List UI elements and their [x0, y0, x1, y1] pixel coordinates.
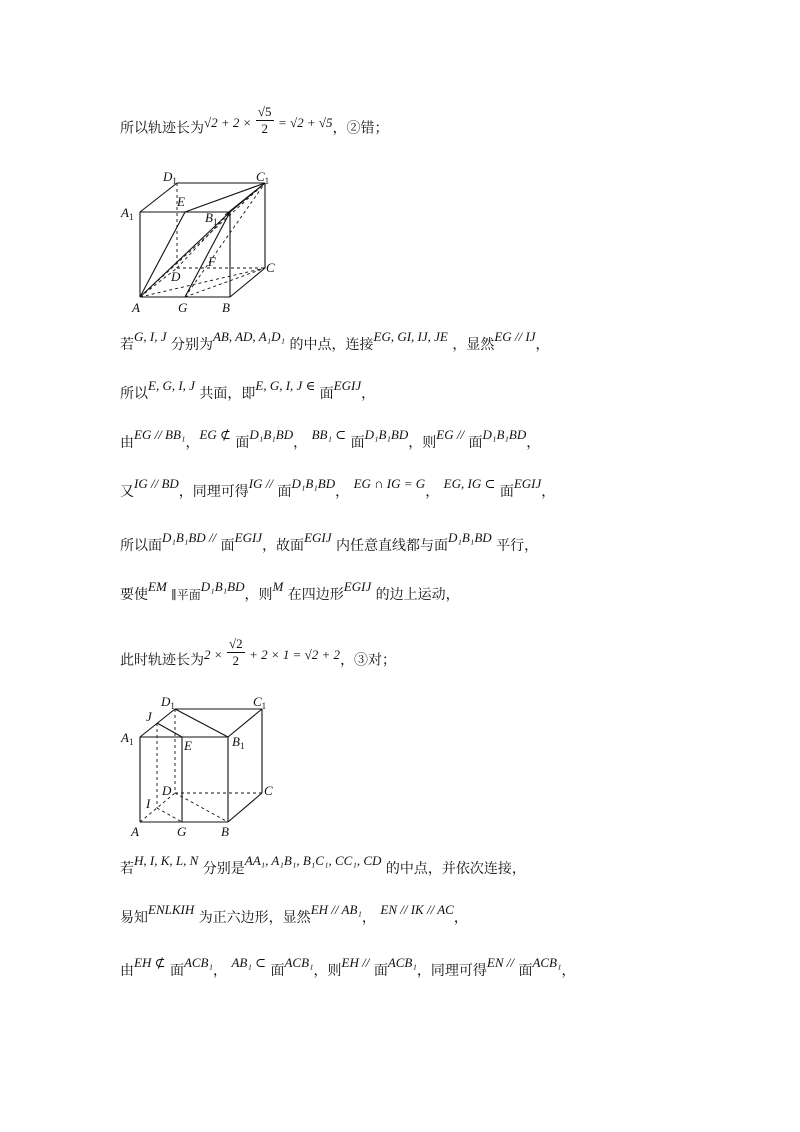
label-F: F — [208, 254, 216, 269]
text: ，同理可得 — [178, 484, 249, 500]
text: ， — [293, 435, 308, 451]
label-D: D — [171, 269, 181, 284]
text: 面 — [220, 538, 235, 554]
text: 面 — [270, 963, 285, 979]
text: ∥平面 — [171, 588, 201, 602]
text-line-1 — [120, 104, 389, 145]
text-line-2 — [120, 329, 550, 355]
math: EN // — [486, 955, 514, 970]
text: 由 — [120, 435, 134, 451]
text: 所以 — [120, 386, 148, 402]
text-line-10 — [120, 902, 468, 928]
math: G, I, J — [134, 329, 167, 344]
math: D₁B₁BD — [200, 579, 245, 594]
math: D₁B₁BD — [364, 427, 409, 442]
math: EGIJ — [234, 530, 263, 545]
text: 分别为 — [170, 337, 213, 353]
text-line-5 — [120, 476, 556, 502]
math: AB, AD, A₁D₁ — [212, 329, 286, 344]
math: E, G, I, J — [148, 378, 195, 393]
fraction-numerator: √2 — [228, 636, 243, 651]
text-line-11 — [120, 955, 576, 981]
text: ，故面 — [262, 538, 305, 554]
fraction-denominator: 2 — [261, 121, 268, 136]
text: 若 — [120, 337, 134, 353]
math: H, I, K, L, N — [134, 853, 199, 868]
math: D₁B₁BD — [447, 530, 492, 545]
text: ， — [561, 963, 576, 979]
text: 易知 — [120, 910, 148, 926]
math: = √2 + √5 — [277, 114, 333, 130]
label-C1: $C_1$ — [256, 169, 270, 186]
text: ，②错； — [332, 120, 389, 137]
text: 面 — [468, 435, 483, 451]
math: EG // BB₁ — [134, 427, 186, 442]
text: 的中点，连接 — [289, 337, 374, 353]
fraction-denominator: 2 — [232, 653, 240, 668]
text: 的中点，并依次连接， — [385, 861, 526, 877]
text: 为正六边形，显然 — [198, 910, 311, 926]
text: ， — [335, 484, 350, 500]
text: 内任意直线都与面 — [335, 538, 448, 554]
fraction — [227, 636, 245, 669]
math: ENLKIH — [148, 902, 195, 917]
label-A1: $A_1$ — [121, 205, 134, 222]
text-line-8 — [120, 636, 397, 677]
math: AB₁ ⊂ — [231, 955, 267, 970]
label-C1: $C_1$ — [253, 694, 267, 711]
math: D₁B₁BD // — [162, 530, 217, 545]
text: 面 — [277, 484, 292, 500]
math: EH // — [341, 955, 370, 970]
math: D₁B₁BD — [249, 427, 294, 442]
label-G: G — [178, 300, 188, 315]
text: ， — [453, 910, 468, 926]
text: 面 — [169, 963, 184, 979]
text: ，同理可得 — [416, 963, 487, 979]
text: 要使 — [120, 587, 148, 603]
text: 面 — [373, 963, 388, 979]
label-C: C — [264, 783, 273, 798]
fraction-numerator: √5 — [257, 104, 272, 119]
text: 平行， — [496, 538, 539, 554]
label-J: J — [146, 709, 152, 724]
text: 共面，即 — [199, 386, 256, 402]
math: BB₁ ⊂ — [311, 427, 347, 442]
math: IG // — [248, 476, 273, 491]
text: 此时轨迹长为 — [120, 652, 204, 669]
text: 面 — [235, 435, 250, 451]
text: ， — [541, 484, 556, 500]
label-B: B — [221, 824, 229, 839]
text: ，则 — [313, 963, 342, 979]
math: ACB₁ — [183, 955, 214, 970]
math: EG // IJ — [494, 329, 536, 344]
label-E: E — [184, 738, 192, 753]
math: AA₁, A₁B₁, B₁C₁, CC₁, CD — [244, 853, 382, 868]
text: 所以面 — [120, 538, 162, 554]
math: EN // IK // AC — [380, 902, 454, 917]
text: ， — [535, 337, 550, 353]
math: EG ∩ IG = G — [353, 476, 426, 491]
label-E: E — [177, 194, 185, 209]
text: 所以轨迹长为 — [120, 120, 204, 137]
text: 的边上运动， — [375, 587, 460, 603]
label-D1: $D_1$ — [163, 169, 177, 186]
label-A1: $A_1$ — [121, 730, 134, 747]
label-B1: $B_1$ — [232, 734, 245, 751]
label-D1: $D_1$ — [161, 694, 175, 711]
math: EG ⊄ — [199, 427, 231, 442]
label-B: B — [222, 300, 230, 315]
text: 面 — [518, 963, 533, 979]
math: D₁B₁BD — [482, 427, 527, 442]
text: 由 — [120, 963, 134, 979]
label-G: G — [177, 824, 187, 839]
math: EG, IG ⊂ — [443, 476, 496, 491]
text: ，③对； — [340, 652, 397, 669]
text: ， — [213, 963, 228, 979]
math: IG // BD — [134, 476, 179, 491]
text: ， — [185, 435, 200, 451]
text: ，则 — [408, 435, 437, 451]
label-B1: $B_1$ — [205, 210, 218, 227]
text: 面 — [350, 435, 365, 451]
text: ， — [361, 910, 376, 926]
text: ，则 — [244, 587, 273, 603]
label-A: A — [131, 824, 139, 839]
math: EGIJ — [304, 530, 332, 545]
text: 又 — [120, 484, 134, 500]
text: 若 — [120, 861, 134, 877]
text-line-6 — [120, 530, 539, 556]
text-line-9 — [120, 853, 526, 879]
text: 在四边形 — [287, 587, 344, 603]
math: EGIJ — [333, 378, 362, 393]
cube-figure-1 — [118, 165, 288, 317]
math: ACB₁ — [284, 955, 314, 970]
label-I: I — [146, 796, 151, 811]
text: 分别是 — [202, 861, 245, 877]
math: EH ⊄ — [134, 955, 166, 970]
text-line-3 — [120, 378, 376, 404]
text-line-4 — [120, 427, 541, 453]
label-C: C — [266, 260, 275, 275]
math: EGIJ — [513, 476, 542, 491]
math: EG // — [436, 427, 465, 442]
text: ，显然 — [452, 337, 495, 353]
math: M — [272, 579, 284, 594]
math: ACB₁ — [532, 955, 562, 970]
math: EGIJ — [343, 579, 372, 594]
math: + 2 × 1 = √2 + 2 — [249, 646, 341, 662]
math: D₁B₁BD — [291, 476, 336, 491]
text: ， — [361, 386, 376, 402]
cube-figure-2 — [118, 688, 288, 840]
math: √2 + 2 × — [204, 114, 252, 130]
text: ， — [425, 484, 440, 500]
text: 面 — [499, 484, 514, 500]
text: 面 — [319, 386, 334, 402]
label-A: A — [132, 300, 140, 315]
math: 2 × — [204, 646, 223, 662]
math: ACB₁ — [387, 955, 417, 970]
fraction — [256, 104, 274, 137]
math: E, G, I, J ∈ — [255, 378, 316, 393]
math: EM — [148, 579, 167, 594]
math: EH // AB₁ — [310, 902, 362, 917]
math: EG, GI, IJ, JE — [373, 329, 448, 344]
text-line-7 — [120, 579, 460, 605]
text: ， — [526, 435, 541, 451]
label-D: D — [162, 783, 172, 798]
